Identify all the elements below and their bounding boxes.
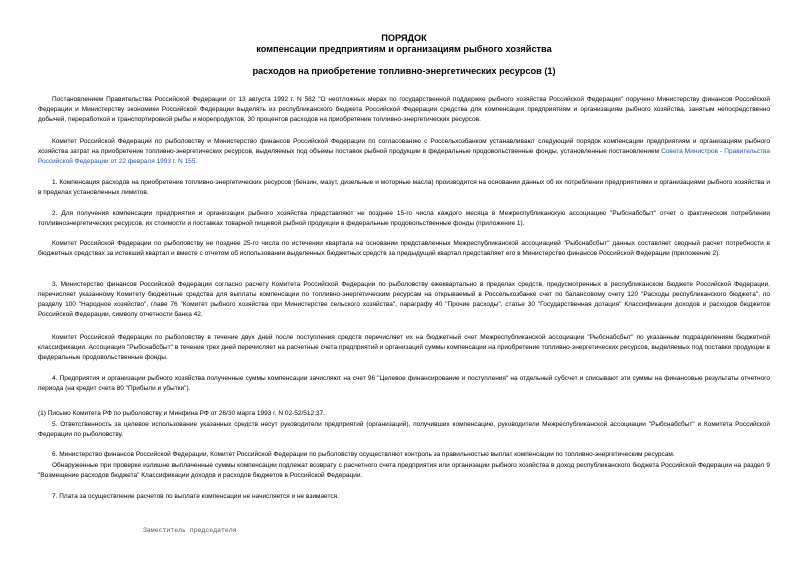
paragraph-item-7: 7. Плата за осуществление расчетов по выплате компенсации не начисляется и не взимается. (52, 493, 339, 500)
paragraph-item-2-cont: Комитет Российской Федерации по рыболовству не позднее 25-го числа по истечении квартала на основании представленных Межреспубликанской ассоциацией "Рыбснабсбыт" данных составляет сводный расчет потребности в бюджетных средствах за истекший квартал и вместе с отчетом об использовании выделенных бюджетных средств за предыдущий квартал представляет его в Министерство финансов Российской Федерации (приложение 2). (38, 240, 770, 257)
paragraph-item-4: 4. Предприятия и организации рыбного хозяйства полученные суммы компенсации зачисляют на счет 96 "Целевое финансирование и поступления" на отдельный субсчет и списывают эти суммы на финансовые результаты отчетного периода (на кредит счета 80 "Прибыли и убытки"). (38, 375, 770, 392)
signature-line: Заместитель председателя (143, 527, 237, 534)
doc-subtitle-2: расходов на приобретение топливно-энергетических ресурсов (1) (252, 66, 556, 76)
paragraph-intro: Постановлением Правительства Российской Федерации от 13 августа 1992 г. N 582 "О неотложных мерах по государственной поддержке рыбного хозяйства Российской Федерации" поручено Министерству финансов Российской Федерации и Министерству экономики Российской Федерации выделять из республиканского бюджета Российской Федерации средства для компенсации предприятиям и организациям рыбного хозяйства, занятым непосредственно добычей, переработкой и транспортировкой рыбы и морепродуктов, 30 процентов расходов на приобретение топливно-энергетических ресурсов. (38, 96, 770, 123)
paragraph-item-6-cont: Обнаруженные при проверке излишне выплаченные суммы компенсации подлежат возврату с расчетного счета предприятия или организации рыбного хозяйства в доход республиканского бюджета Российской Федерации на раздел 9 "Возмещение расходов бюджета" Классификации доходов и расходов бюджетов в Российской Федерации. (38, 462, 770, 479)
paragraph-item-5: 5. Ответственность за целевое использование указанных средств несут руководители предприятий (организаций), получивших компенсацию, руководители Межреспубликанской ассоциации "Рыбснабсбыт" и Комитета Российской Федерации по рыболовству. (38, 421, 770, 438)
footnote: (1) Письмо Комитета РФ по рыболовству и Минфина РФ от 26/30 марта 1993 г. N 02-52/512;37. (38, 410, 325, 417)
paragraph-item-2: 2. Для получения компенсации предприятия и организации рыбного хозяйства представляют не позднее 15-го числа каждого месяца в Межреспубликанскую ассоциацию "Рыбснабсбыт" отчет о фактическом потреблении топливноэнергетических ресурсов, их стоимости и поставках товарной пищевой рыбной продукции в федеральные продовольственные фонды (приложение 1). (38, 210, 770, 227)
paragraph-item-6: 6. Министерство финансов Российской Федерации, Комитет Российской Федерации по рыболовству осуществляют контроль за правильностью выплат компенсации по топливно-энергетическим ресурсам. (52, 451, 675, 458)
paragraph-item-1: 1. Компенсация расходов на приобретение топливно-энергетических ресурсов (бензин, мазут, дизельные и моторные масла) производится на основании данных об их потреблении предприятиями и организациями рыбного хозяйства и в пределах установленных лимитов. (38, 179, 770, 196)
doc-subtitle: компенсации предприятиям и организациям рыбного хозяйства (256, 44, 552, 54)
paragraph-item-3-cont: Комитет Российской Федерации по рыболовству в течение двух дней после поступления средств перечисляет их на бюджетный счет Межреспубликанской ассоциации "Рыбснабсбыт" по указанным подразделениям бюджетной классификации. Ассоциация "Рыбснабсбыт" в течение трех дней перечисляет на расчетные счета предприятий и организаций суммы компенсации на приобретение топливно-энергетических ресурсов, выделяемых под поставки продукции в федеральные продовольственные фонды. (38, 334, 770, 361)
paragraph-text-end: . (195, 158, 198, 165)
paragraph-procedure (38, 137, 770, 167)
paragraph-text: Комитет Российской Федерации по рыболовству и Министерство финансов Российской Федерации по согласованию с Россельхозбанком устанавливают следующий порядок компенсации предприятиям и организациям рыбного хозяйства затрат на приобретение топливно-энергетических ресурсов, выделяемых под объемы поставок рыбной продукции в федеральные продовольственные фонды, установленные постановлением (38, 138, 770, 155)
paragraph-item-3: 3. Министерство финансов Российской Федерации согласно расчету Комитета Российской Федерации по рыболовству ежеквартально в пределах средств, предусмотренных в республиканском бюджете Российской Федерации, перечисляет указанному Комитету бюджетные средства для выплаты компенсации по топливно-энергетическим ресурсам на открываемый в Россельхозбанке счет по балансовому счету 120 "Расходы республиканского бюджета", по разделу 100 "Народное хозяйство", главе 76 "Комитет рыбного хозяйства при Министерстве сельского хозяйства", параграфу 40 "Прочие расходы", статье 30 "Государственная дотация" Классификации доходов и расходов бюджетов Российской Федерации, символу отчетности банка 42. (38, 281, 770, 318)
decree-link[interactable]: Совета Министров - Правительства Российской Федерации от 22 февраля 1993 г. N 155 (38, 148, 770, 165)
doc-title: ПОРЯДОК (381, 33, 427, 43)
